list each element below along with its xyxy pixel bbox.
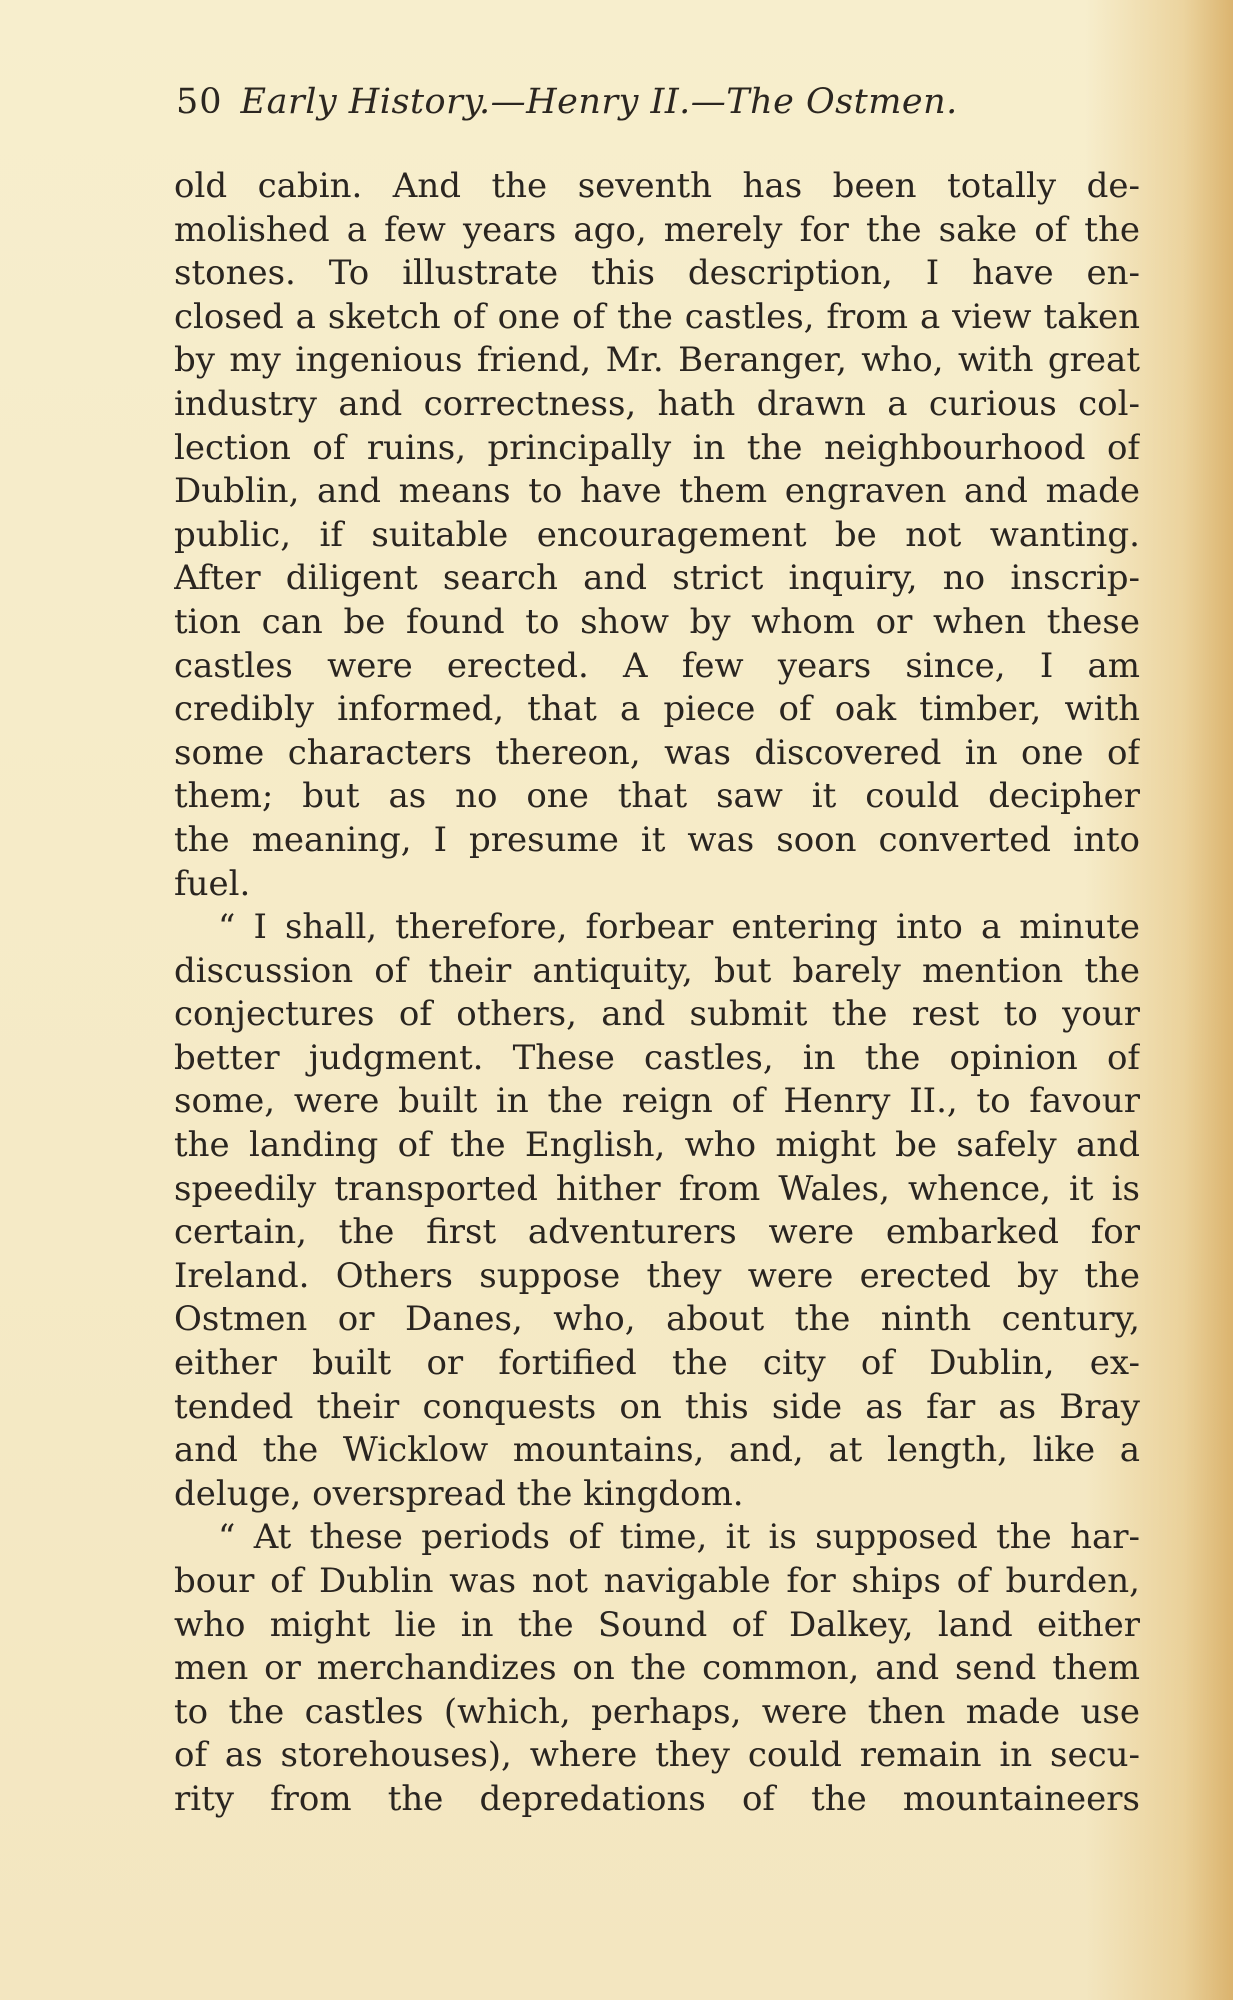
- text-line: old cabin. And the seventh has been totally de-: [174, 166, 1140, 206]
- text-line: conjectures of others, and submit the rest to your: [174, 994, 1140, 1035]
- text-line: tended their conquests on this side as far as Bray: [174, 1386, 1140, 1427]
- text-line: Ireland. Others suppose they were erected by the: [174, 1255, 1140, 1296]
- text-line: Ostmen or Danes, who, about the ninth century,: [174, 1299, 1140, 1340]
- text-line: credibly informed, that a piece of oak timber, with: [174, 689, 1140, 730]
- running-header: [176, 82, 1076, 132]
- text-line: to the castles (which, perhaps, were then made use: [174, 1691, 1140, 1732]
- text-line: and the Wicklow mountains, and, at length, like a: [174, 1430, 1140, 1471]
- text-line: discussion of their antiquity, but barely mention the: [174, 950, 1140, 991]
- text-line: “ At these periods of time, it is supposed the har-: [218, 1517, 1140, 1558]
- text-line: speedily transported hither from Wales, whence, it is: [174, 1168, 1140, 1209]
- text-line: either built or fortified the city of Dublin, ex-: [174, 1343, 1140, 1384]
- text-line: castles were erected. A few years since, I am: [174, 645, 1140, 686]
- text-line: rity from the depredations of the mountaineers: [174, 1778, 1140, 1819]
- text-line: by my ingenious friend, Mr. Beranger, who, with great: [174, 340, 1140, 381]
- text-line: lection of ruins, principally in the neighbourhood of: [174, 427, 1140, 468]
- text-line: of as storehouses), where they could remain in secu-: [174, 1735, 1140, 1776]
- page-number: 50: [176, 82, 223, 122]
- text-line: who might lie in the Sound of Dalkey, land either: [174, 1604, 1140, 1645]
- text-line: some, were built in the reign of Henry II., to favour: [174, 1081, 1140, 1122]
- text-line: tion can be found to show by whom or when these: [174, 601, 1140, 642]
- text-line: public, if suitable encouragement be not wanting.: [174, 514, 1140, 555]
- body-text: [174, 165, 1140, 1822]
- text-line: After diligent search and strict inquiry, no inscrip-: [174, 558, 1140, 599]
- text-line: closed a sketch of one of the castles, from a view taken: [174, 296, 1140, 337]
- text-line: certain, the first adventurers were embarked for: [174, 1212, 1140, 1253]
- text-line: better judgment. These castles, in the opinion of: [174, 1037, 1140, 1078]
- text-line: stones. To illustrate this description, I have en-: [174, 253, 1140, 294]
- text-line: deluge, overspread the kingdom.: [174, 1473, 744, 1514]
- text-line: “ I shall, therefore, forbear entering into a minute: [218, 907, 1140, 948]
- running-title: Early History.—Henry II.—The Ostmen.: [240, 82, 958, 122]
- text-line: the meaning, I presume it was soon converted into: [174, 819, 1140, 860]
- text-line: fuel.: [174, 863, 251, 904]
- text-line: men or merchandizes on the common, and send them: [174, 1648, 1140, 1689]
- text-line: bour of Dublin was not navigable for ships of burden,: [174, 1561, 1140, 1601]
- text-line: Dublin, and means to have them engraven and made: [174, 471, 1140, 512]
- text-line: some characters thereon, was discovered in one of: [174, 732, 1140, 773]
- text-line: the landing of the English, who might be safely and: [174, 1125, 1140, 1166]
- text-line: molished a few years ago, merely for the sake of the: [174, 209, 1140, 250]
- text-line: them; but as no one that saw it could decipher: [174, 776, 1140, 817]
- text-line: industry and correctness, hath drawn a curious col-: [174, 383, 1140, 424]
